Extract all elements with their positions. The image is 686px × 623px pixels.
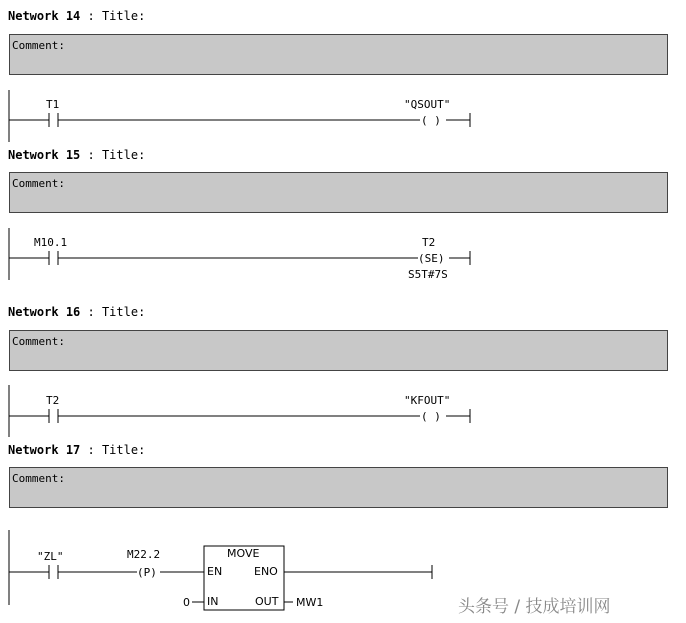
comment-label: Comment: (12, 39, 65, 52)
network-header (8, 148, 145, 162)
coil-parameter: S5T#7S (408, 268, 448, 281)
edge-operand: M22.2 (127, 548, 161, 561)
coil-symbol: ( ) (421, 410, 441, 423)
comment-label: Comment: (12, 472, 65, 485)
comment-box[interactable] (9, 34, 668, 75)
ladder-rung (0, 228, 686, 288)
contact-label: "ZL" (37, 550, 64, 563)
comment-label: Comment: (12, 335, 65, 348)
network-header (8, 443, 145, 457)
network-label: Network (8, 443, 59, 457)
eno-pin: ENO (254, 565, 278, 578)
in-pin: IN (207, 595, 219, 608)
coil-label: T2 (422, 236, 436, 249)
comment-box[interactable] (9, 330, 668, 371)
contact-label: T2 (46, 394, 60, 407)
coil-symbol: (SE) (418, 252, 445, 265)
network-title: : Title: (87, 148, 146, 162)
comment-label: Comment: (12, 177, 65, 190)
network-label: Network (8, 305, 59, 319)
out-pin: OUT (255, 595, 279, 608)
network-number: 14 (65, 9, 81, 23)
comment-box[interactable] (9, 172, 668, 213)
ladder-rung (0, 385, 686, 441)
watermark: 头条号 / 技成培训网 (458, 597, 611, 617)
contact-label: M10.1 (34, 236, 68, 249)
network-header (8, 9, 145, 23)
network-number: 17 (65, 443, 81, 457)
network-number: 16 (65, 305, 81, 319)
move-block-name: MOVE (227, 547, 260, 560)
ladder-rung (0, 90, 686, 146)
network-label: Network (8, 148, 59, 162)
edge-symbol: (P) (137, 566, 157, 579)
coil-label: "QSOUT" (404, 98, 451, 111)
network-header (8, 305, 145, 319)
out-value: MW1 (296, 596, 324, 609)
coil-symbol: ( ) (421, 114, 441, 127)
contact-label: T1 (46, 98, 60, 111)
comment-box[interactable] (9, 467, 668, 508)
in-value: 0 (183, 596, 190, 609)
network-title: : Title: (87, 305, 146, 319)
network-label: Network (8, 9, 59, 23)
coil-label: "KFOUT" (404, 394, 451, 407)
network-number: 15 (65, 148, 81, 162)
network-title: : Title: (87, 9, 146, 23)
en-pin: EN (207, 565, 223, 578)
network-title: : Title: (87, 443, 146, 457)
